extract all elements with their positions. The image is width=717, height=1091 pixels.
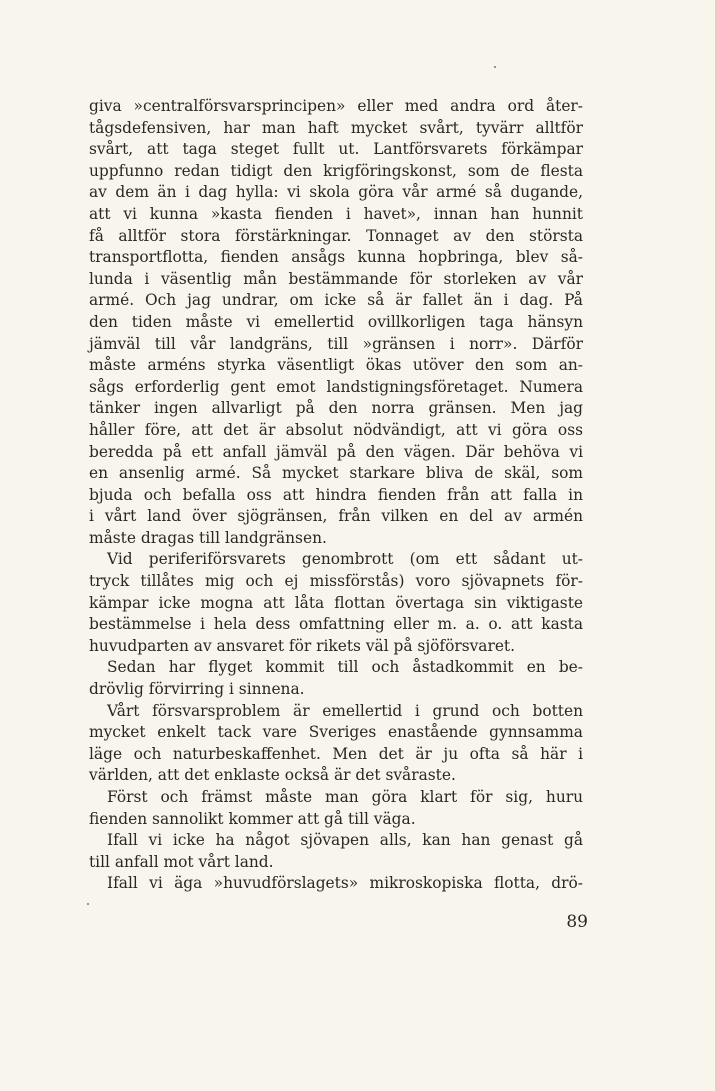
text-line: kämpar icke mogna att låta flottan övertaga sin viktigaste: [89, 593, 583, 612]
paper-speck: [494, 66, 496, 68]
text-line: Ifall vi icke ha något sjövapen alls, kan han genast gå: [107, 831, 583, 850]
page-number: 89: [566, 912, 588, 932]
text-line: huvudparten av ansvaret för rikets väl på sjöförsvaret.: [89, 636, 516, 655]
text-line: svårt, att taga steget fullt ut. Lantförsvarets förkämpar: [89, 140, 583, 159]
text-line: få alltför stora förstärkningar. Tonnaget av den största: [89, 226, 583, 245]
text-line: giva »centralförsvarsprincipen» eller med andra ord åter-: [89, 97, 583, 115]
text-line: av dem än i dag hylla: vi skola göra vår armé så dugande,: [89, 183, 583, 202]
text-line: transportflotta, fienden ansågs kunna hopbringa, blev så-: [89, 248, 583, 267]
text-line: jämväl till vår landgräns, till »gränsen i norr». Därför: [89, 334, 583, 353]
text-line: bjuda och befalla oss att hindra fienden från att falla in: [89, 485, 583, 504]
text-line: läge och naturbeskaffenhet. Men det är ju ofta så här i: [89, 744, 583, 763]
text-line: bestämmelse i hela dess omfattning eller m. a. o. att kasta: [89, 615, 583, 634]
text-line: mycket enkelt tack vare Sveriges enastående gynnsamma: [89, 723, 583, 742]
text-line: måste arméns styrka väsentligt ökas utöver den som an-: [89, 356, 583, 375]
text-line: Vårt försvarsproblem är emellertid i grund och botten: [107, 701, 583, 720]
text-line: uppfunno redan tidigt den krigföringskonst, som de flesta: [89, 161, 583, 180]
text-line: Ifall vi äga »huvudförslagets» mikroskopiska flotta, drö-: [107, 874, 583, 893]
text-line: Sedan har flyget kommit till och åstadkommit en be-: [107, 658, 583, 677]
text-line: till anfall mot vårt land.: [89, 852, 274, 871]
text-line: tänker ingen allvarligt på den norra gränsen. Men jag: [89, 399, 583, 418]
text-line: håller före, att det är absolut nödvändigt, att vi göra oss: [89, 420, 583, 439]
text-line: tryck tillåtes mig och ej missförstås) voro sjövapnets för-: [89, 572, 583, 591]
paper-speck: [87, 903, 89, 905]
text-line: lunda i väsentlig mån bestämmande för storleken av vår: [89, 269, 583, 288]
text-line: att vi kunna »kasta fienden i havet», innan han hunnit: [89, 204, 583, 223]
body-text: [89, 96, 583, 895]
text-line: världen, att det enklaste också är det svåraste.: [89, 766, 456, 785]
text-line: fienden sannolikt kommer att gå till väga.: [89, 809, 416, 828]
text-line: Vid periferiförsvarets genombrott (om ett sådant ut-: [107, 550, 583, 569]
text-line: den tiden måste vi emellertid ovillkorligen taga hänsyn: [89, 312, 583, 331]
text-line: tågsdefensiven, har man haft mycket svårt, tyvärr alltför: [89, 118, 583, 137]
text-line: sågs erforderlig gent emot landstigningsföretaget. Numera: [89, 377, 583, 396]
text-line: i vårt land över sjögränsen, från vilken en del av armén: [89, 507, 583, 526]
text-line: Först och främst måste man göra klart för sig, huru: [107, 788, 583, 806]
text-line: armé. Och jag undrar, om icke så är fallet än i dag. På: [89, 291, 583, 310]
text-line: beredda på ett anfall jämväl på den vägen. Där behöva vi: [89, 442, 583, 461]
text-line: en ansenlig armé. Så mycket starkare bliva de skäl, som: [89, 464, 583, 483]
text-line: drövlig förvirring i sinnena.: [89, 680, 305, 699]
text-line: måste dragas till landgränsen.: [89, 528, 327, 547]
